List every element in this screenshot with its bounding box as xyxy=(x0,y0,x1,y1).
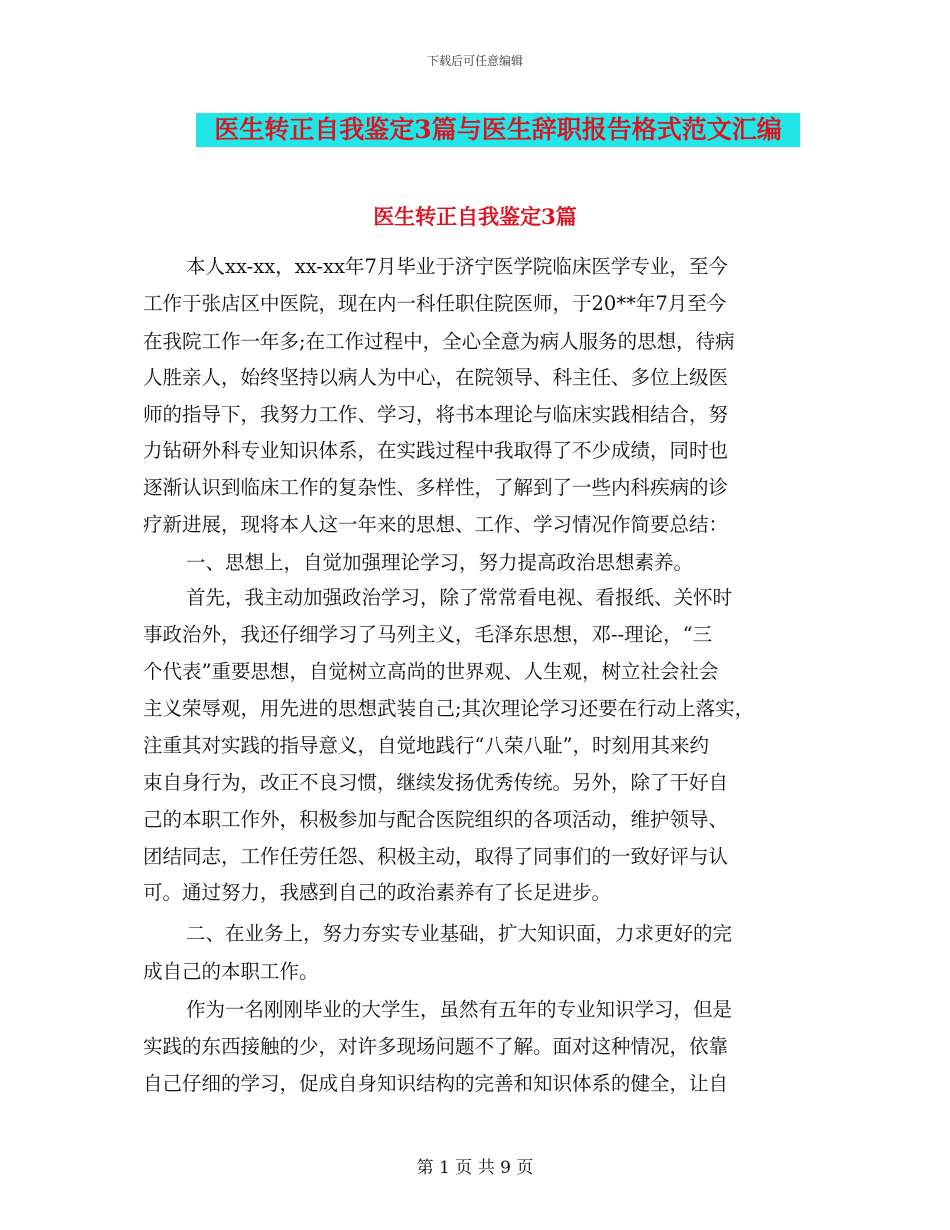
paragraph-line: 作为一名刚刚毕业的大学生，虽然有五年的专业知识学习，但是 xyxy=(186,998,733,1021)
paragraph-line: 自己仔细的学习，促成自身知识结构的完善和知识体系的健全，让自 xyxy=(143,1072,729,1095)
paragraph-line: 首先，我主动加强政治学习，除了常常看电视、看报纸、关怀时 xyxy=(186,586,733,609)
paragraph-line: 可。通过努力，我感到自己的政治素养有了长足进步。 xyxy=(143,881,612,904)
paragraph-line: 本人xx-xx，xx-xx年7月毕业于济宁医学院临床医学专业，至今 xyxy=(186,255,728,278)
document-title: 医生转正自我鉴定3篇与医生辞职报告格式范文汇编 xyxy=(196,113,800,147)
paragraph-line: 工作于张店区中医院，现在内一科任职住院医师，于20**年7月至今 xyxy=(143,292,727,315)
page-footer: 第 1 页 共 9 页 xyxy=(416,1158,534,1178)
section-title: 医生转正自我鉴定3篇 xyxy=(373,204,577,229)
paragraph-line: 个代表”重要思想，自觉树立高尚的世界观、人生观，树立社会社会 xyxy=(143,660,719,683)
paragraph-line: 实践的东西接触的少，对许多现场问题不了解。面对这种情况，依靠 xyxy=(143,1035,729,1058)
paragraph-line: 人胜亲人，始终坚持以病人为中心，在院领导、科主任、多位上级医 xyxy=(143,366,729,389)
paragraph-line: 疗新进展，现将本人这一年来的思想、工作、学习情况作简要总结： xyxy=(143,513,729,536)
paragraph-line: 成自己的本职工作。 xyxy=(143,960,319,983)
paragraph-line: 束自身行为，改正不良习惯，继续发扬优秀传统。另外，除了干好自 xyxy=(143,771,729,794)
paragraph-line: 团结同志，工作任劳任怨、积极主动，取得了同事们的一致好评与认 xyxy=(143,845,729,868)
paragraph-line: 在我院工作一年多;在工作过程中，全心全意为病人服务的思想，待病 xyxy=(143,330,735,353)
paragraph-line: 逐渐认识到临床工作的复杂性、多样性，了解到了一些内科疾病的诊 xyxy=(143,476,729,499)
header-note: 下载后可任意编辑 xyxy=(426,54,523,68)
paragraph-line: 己的本职工作外，积极参加与配合医院组织的各项活动，维护领导、 xyxy=(143,808,729,831)
paragraph-line: 主义荣辱观，用先进的思想武装自己;其次理论学习还要在行动上落实， xyxy=(143,697,755,720)
paragraph-line: 注重其对实践的指导意义，自觉地践行“八荣八耻”，时刻用其来约 xyxy=(143,734,709,757)
paragraph-line: 师的指导下，我努力工作、学习，将书本理论与临床实践相结合，努 xyxy=(143,403,729,426)
paragraph-line: 二、在业务上，努力夯实专业基础，扩大知识面，力求更好的完 xyxy=(186,922,733,945)
paragraph-line: 一、思想上，自觉加强理论学习，努力提高政治思想素养。 xyxy=(186,551,694,574)
paragraph-line: 事政治外，我还仔细学习了马列主义，毛泽东思想，邓--理论，“三 xyxy=(143,623,713,646)
paragraph-line: 力钻研外科专业知识体系，在实践过程中我取得了不少成绩，同时也 xyxy=(143,439,729,462)
